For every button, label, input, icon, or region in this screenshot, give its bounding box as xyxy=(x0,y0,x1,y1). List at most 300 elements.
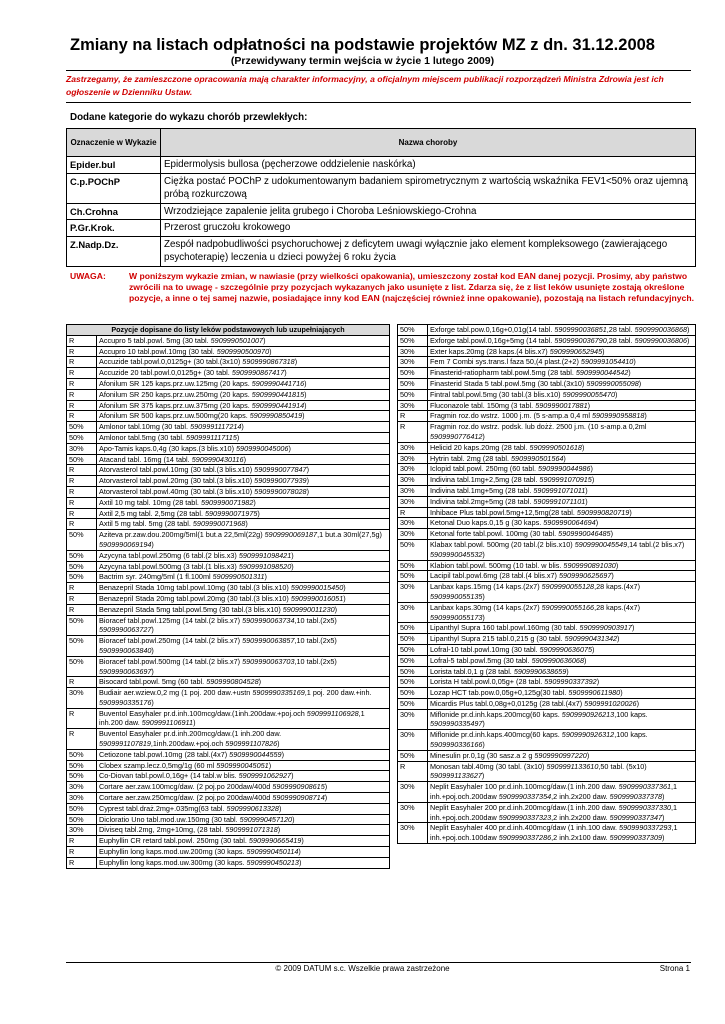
drug-ean-code: 5909990044986 xyxy=(538,464,591,474)
drug-status: 30% xyxy=(398,475,428,486)
drug-text: ,1 poj. 200 daw.+inh. xyxy=(304,688,372,698)
drug-ean-code: 5909990337361 xyxy=(618,782,672,792)
drug-text: Miflonide pr.d.inh.kaps.400mcg(60 kaps. xyxy=(430,730,562,740)
drug-text: Fragmin roz.do wstrz. 1000 j.m. (5 s-amp.a 0,4 ml xyxy=(430,411,592,421)
drug-description xyxy=(97,335,390,346)
drug-description xyxy=(428,623,696,634)
drug-description xyxy=(97,677,390,688)
drug-ean-code: 5909990903917 xyxy=(579,623,632,633)
drug-text: Iclopid tabl.powl. 250mg (60 tabl. xyxy=(430,464,539,474)
drug-text: ) xyxy=(284,368,287,378)
drug-text: ,1 inh.+poj.och.200daw xyxy=(430,802,678,822)
drug-status: 50% xyxy=(398,560,428,571)
drug-status: 50% xyxy=(67,771,97,782)
drug-status: 50% xyxy=(398,389,428,400)
drug-text: Lacipil tabl.powl.6mg (28 tabl.(4 blis.x7) xyxy=(430,571,559,581)
drug-row xyxy=(67,847,390,858)
drug-text: ) xyxy=(687,325,690,334)
drug-description xyxy=(428,368,696,379)
drug-ean-code: 5909991098520 xyxy=(238,561,292,571)
drug-text: Ketonal Duo kaps.0,15 g (30 kaps. xyxy=(430,518,544,528)
drug-status: R xyxy=(67,847,97,858)
drug-text: Diviseq tabl.2mg, 2mg+10mg, (28 tabl. xyxy=(99,825,226,835)
drug-description xyxy=(97,465,390,476)
drug-text: ) xyxy=(585,485,588,495)
drug-description xyxy=(97,530,390,551)
drug-status: 50% xyxy=(67,760,97,771)
drug-text: Inhibace Plus tabl.powl.5mg+12,5mg(28 tabl. xyxy=(430,507,577,517)
drug-description xyxy=(428,378,696,389)
drug-status: R xyxy=(67,378,97,389)
drug-status: R xyxy=(67,400,97,411)
drug-status: 50% xyxy=(67,636,97,657)
drug-text: Klabax tabl.powl. 500mg (20 tabl.(2 blis.x10) xyxy=(430,539,575,549)
drug-row xyxy=(67,476,390,487)
drug-row xyxy=(67,636,390,657)
drug-row xyxy=(398,389,696,400)
drug-row xyxy=(67,688,390,709)
drug-description xyxy=(97,793,390,804)
drug-text: ) xyxy=(482,719,485,729)
drug-text: ) xyxy=(291,550,294,560)
drug-text: ,28 kaps.(4x7) xyxy=(594,582,641,592)
drug-text: Atacand tabl. 16mg (14 tabl. xyxy=(99,454,192,464)
drug-description xyxy=(97,857,390,868)
drug-status: 50% xyxy=(398,698,428,709)
drug-status: 30% xyxy=(398,529,428,540)
drug-text: Helicid 20 kaps.20mg (28 tabl. xyxy=(430,442,530,452)
drug-status: 30% xyxy=(398,464,428,475)
drug-description xyxy=(428,677,696,688)
drug-ean-code: 5909990071968 xyxy=(192,519,246,529)
drug-status: 50% xyxy=(398,571,428,582)
drug-text: Lozap HCT tab.pow.0,05g+0,125g(30 tabl. xyxy=(430,688,569,698)
drug-status: 50% xyxy=(67,550,97,561)
drug-ean-code: 5909991117214 xyxy=(190,422,242,432)
drug-ean-code: 5909990611980 xyxy=(568,688,621,698)
drug-text: Bactrim syr. 240mg/5ml (1 fl.100ml xyxy=(99,572,213,582)
drug-description xyxy=(97,814,390,825)
drug-ean-code: 5909990337293 xyxy=(619,823,672,833)
drug-text: Benazepril Stada 10mg tabl.powl.10mg (30 tabl.(3 blis.x10) xyxy=(99,583,291,593)
drug-text: Cortare aer.zaw.100mcg/daw. (2 poj.po 200daw/400d xyxy=(99,782,273,792)
drug-description xyxy=(428,485,696,496)
drug-status: 50% xyxy=(398,634,428,645)
drug-description xyxy=(97,497,390,508)
drug-text: ,1 inh.200 daw. xyxy=(99,708,365,728)
drug-text: ) xyxy=(334,604,338,614)
drug-text: Lorista H tabl.powl.0,05g+ (28 tabl. xyxy=(430,677,545,687)
disease-row xyxy=(67,203,696,220)
drug-text: Bioracef tabl.powl.250mg (14 tabl.(2 blis.x7) xyxy=(99,636,243,646)
drug-description xyxy=(428,644,696,655)
drug-row xyxy=(398,655,696,666)
drug-row xyxy=(67,335,390,346)
drug-text: Klabion tabl.powl. 500mg (10 tabl. w blis. xyxy=(430,560,564,570)
drug-description xyxy=(97,378,390,389)
drug-text: Cyprest tabl.draż.2mg+.035mg(63 tabl. xyxy=(99,803,227,813)
drug-row xyxy=(398,475,696,486)
drug-text: Fintral tabl.powl.5mg (30 tabl.(3 blis.x10) xyxy=(430,389,563,399)
drug-ean-code: 5909990501311 xyxy=(212,572,265,582)
drug-status: 30% xyxy=(398,709,428,730)
footer-divider xyxy=(66,962,691,963)
disease-name: Zespół nadpobudliwości psychoruchowej z deficytem uwagi wyłącznie jako element kompleksowego (zawierającego psychoterapię) leczenia u dzieci powyżej 6 roku życia xyxy=(161,236,696,266)
drug-row xyxy=(398,582,696,603)
drug-status: 30% xyxy=(67,782,97,793)
drug-row xyxy=(398,688,696,699)
drug-text: ,28 tabl. xyxy=(606,325,635,334)
drug-status: 30% xyxy=(398,453,428,464)
drug-ean-code: 5909990063857 xyxy=(242,636,295,646)
drug-row xyxy=(67,465,390,476)
drug-text: Neplit Easyhaler 100 pr.d.inh.100mcg/daw.(1 inh.200 daw. xyxy=(430,782,619,792)
drug-status: 50% xyxy=(398,655,428,666)
drug-row xyxy=(67,836,390,847)
drug-status: R xyxy=(67,708,97,729)
disease-name: Ciężka postać POChP z udokumentowanym badaniem spirometrycznym z wartością wskaźnika FEV1<50% oraz ujemną próbą rozkurczową xyxy=(161,173,696,203)
drug-text: ) xyxy=(306,486,309,496)
drug-text: ) xyxy=(590,464,593,474)
drug-row xyxy=(67,411,390,422)
drug-row xyxy=(398,464,696,475)
drug-text: ) xyxy=(631,623,635,633)
drug-text: ) xyxy=(324,782,328,792)
drug-text: ,100 kaps. xyxy=(614,709,648,719)
drug-text: ) xyxy=(629,507,632,517)
drug-row xyxy=(398,644,696,655)
drug-status: 30% xyxy=(67,443,97,454)
drug-text: ) xyxy=(253,497,256,507)
drug-text: Euphyllin long kaps.mod.uw.200mg (30 kaps. xyxy=(99,847,247,857)
drug-text: Accuzide 20 tabl.powl.0,0125g+ (30 tabl. xyxy=(99,368,232,378)
drug-ean-code: 5909990501007 xyxy=(210,335,264,345)
drug-text: ) xyxy=(482,740,485,750)
drug-status: 30% xyxy=(398,518,428,529)
drug-ean-code: 5909990804528 xyxy=(206,677,259,687)
drug-row xyxy=(67,749,390,760)
drug-text: ) xyxy=(264,572,267,582)
drug-text: ) xyxy=(592,644,595,654)
drug-text: ) xyxy=(292,814,295,824)
drug-ean-code: 5909990457120 xyxy=(239,814,293,824)
drug-description xyxy=(97,400,390,411)
drug-status: 50% xyxy=(398,750,428,761)
drug-ean-code: 5909990071975 xyxy=(204,508,258,518)
drug-text: ) xyxy=(277,825,281,835)
drug-ean-code: 5909990044542 xyxy=(575,368,629,378)
drug-text: ) xyxy=(585,496,588,506)
drug-row xyxy=(398,782,696,803)
drug-status: R xyxy=(67,677,97,688)
drug-status: R xyxy=(67,357,97,368)
drug-text: ) xyxy=(596,677,600,687)
drug-ean-code: 5909990077939 xyxy=(254,476,307,486)
drug-row xyxy=(67,454,390,465)
drug-ean-code: 5909990926312 xyxy=(561,730,615,740)
diseases-heading: Dodane kategorie do wykazu chorób przewlekłych: xyxy=(70,112,308,123)
drug-row xyxy=(398,823,696,844)
drug-row xyxy=(398,507,696,518)
drug-row xyxy=(398,730,696,751)
drug-text: Miflonide pr.d.inh.kaps.200mcg(60 kaps. xyxy=(430,709,562,719)
drug-text: ) xyxy=(482,549,485,559)
drug-ean-code: 5909991117115 xyxy=(186,432,237,442)
drug-text: ) xyxy=(662,833,665,843)
footer-copyright: © 2009 DATUM s.c. Wszelkie prawa zastrzeżone xyxy=(275,964,450,973)
drug-text: Micardis Plus tabl.0,08g+0,0125g (28 tabl.(4x7) xyxy=(430,698,585,708)
drug-ean-code: 5909990055098 xyxy=(586,378,639,388)
drug-description xyxy=(428,782,696,803)
drug-ean-code: 5909990055128 xyxy=(541,582,595,592)
drug-ean-code: 5909990500970 xyxy=(216,346,270,356)
drug-ean-code: 5909990045006 xyxy=(236,443,289,453)
drug-description xyxy=(428,802,696,823)
drug-description xyxy=(97,572,390,583)
drug-status: 50% xyxy=(398,378,428,389)
drug-ean-code: 5909990069187 xyxy=(264,530,318,540)
drug-row xyxy=(398,411,696,422)
drug-ean-code: 5909990337378 xyxy=(609,792,663,802)
drug-status: 30% xyxy=(67,793,97,804)
drug-row xyxy=(67,857,390,868)
added-drugs-table-right xyxy=(397,324,696,844)
drug-text: ) xyxy=(620,688,623,698)
drug-description xyxy=(97,454,390,465)
drug-text: Minesulin pr.0,1g (30 sasz.a 2 g xyxy=(430,750,535,760)
drug-description xyxy=(428,453,696,464)
drug-text: ) xyxy=(662,812,665,822)
drug-text: ) xyxy=(304,378,307,388)
drug-text: ,2 inh.2x200 daw. xyxy=(551,792,610,802)
drug-ean-code: 5909991107819 xyxy=(99,739,151,749)
drug-text: ) xyxy=(241,422,244,432)
drug-row xyxy=(398,750,696,761)
drug-description xyxy=(428,539,696,560)
drug-text: ) xyxy=(610,529,614,539)
drug-text: ) xyxy=(482,612,485,622)
drug-status: 50% xyxy=(67,454,97,465)
drug-status: R xyxy=(67,729,97,750)
drug-ean-code: 5909990015450 xyxy=(290,583,344,593)
drug-status: R xyxy=(398,422,428,443)
drug-description xyxy=(97,708,390,729)
drug-ean-code: 5909990046485 xyxy=(558,529,611,539)
drug-description xyxy=(97,749,390,760)
drug-text: Exter kaps.20mg (28 kaps.(4 blis.x7) xyxy=(430,346,550,356)
drug-description xyxy=(97,825,390,836)
drug-text: ) xyxy=(343,583,346,593)
drug-ean-code: 5909990441815 xyxy=(251,389,305,399)
drug-ean-code: 5909990063703 xyxy=(242,656,295,666)
drug-text: ) xyxy=(301,836,304,846)
drug-text: Cortare aer.zaw.250mcg/daw. (2 poj.po 200daw/400d xyxy=(99,793,273,803)
drug-ean-code: 5909991133627 xyxy=(430,771,482,781)
drug-text: Bioracef tabl.powl.500mg (14 tabl.(2 blis.x7) xyxy=(99,656,243,666)
drug-text: Azycyna tabl.powl.500mg (3 tabl.(1 blis.x3) xyxy=(99,561,239,571)
drug-row xyxy=(398,529,696,540)
drug-ean-code: 5909990045051 xyxy=(216,760,269,770)
drug-description xyxy=(428,357,696,368)
drug-text: Atorvasterol tabl.powl.10mg (30 tabl.(3 blis.x10) xyxy=(99,465,255,475)
drug-row xyxy=(398,485,696,496)
drug-text: ,50 tabl. (5x10) xyxy=(598,761,647,771)
drug-ean-code: 5909991071011 xyxy=(533,485,586,495)
diseases-col-code: Oznaczenie w Wykazie xyxy=(67,129,161,157)
drug-description xyxy=(97,583,390,594)
drug-text: ) xyxy=(151,625,154,635)
drug-text: ) xyxy=(662,792,665,802)
drug-status: 50% xyxy=(67,422,97,433)
drug-description xyxy=(97,760,390,771)
drug-status: 50% xyxy=(67,615,97,636)
drug-description xyxy=(428,709,696,730)
drug-text: Euphyllin CR retard tabl.powl. 250mg (30 tabl. xyxy=(99,836,249,846)
drug-status: 50% xyxy=(67,803,97,814)
drug-ean-code: 5909990064694 xyxy=(543,518,596,528)
drug-status: 50% xyxy=(67,749,97,760)
drug-status: R xyxy=(67,368,97,379)
drug-row xyxy=(398,623,696,634)
added-drugs-header: Pozycje dopisane do listy leków podstawowych lub uzupełniających xyxy=(67,325,390,336)
drug-text: ) xyxy=(288,443,291,453)
drug-row xyxy=(398,602,696,623)
drug-ean-code: 5909990501618 xyxy=(529,442,582,452)
drug-text: ,10 tabl.(2x5) xyxy=(294,615,337,625)
drug-status: 50% xyxy=(67,561,97,572)
drug-ean-code: 5909990055166 xyxy=(541,602,595,612)
drug-text: ) xyxy=(193,718,196,728)
drug-ean-code: 5909990335176 xyxy=(99,697,152,707)
drug-description xyxy=(428,560,696,571)
drug-row xyxy=(67,604,390,615)
drug-row xyxy=(67,432,390,443)
disease-code: Z.Nadp.Dz. xyxy=(67,236,161,266)
drug-row xyxy=(398,560,696,571)
drug-status: R xyxy=(67,519,97,530)
drug-text: Amlonor tabl.5mg (30 tabl. xyxy=(99,432,187,442)
drug-row xyxy=(67,378,390,389)
drug-ean-code: 5909990045549 xyxy=(574,539,628,549)
drug-text: Neplit Easyhaler 200 pr.d.inh.200mcg/daw.(1 inh.200 daw. xyxy=(430,802,619,812)
drug-text: ) xyxy=(291,561,294,571)
disease-name: Wrzodziejące zapalenie jelita grubego i Choroba Leśniowskiego-Crohna xyxy=(161,203,696,220)
header-divider xyxy=(66,70,691,71)
drug-status: 30% xyxy=(398,346,428,357)
drug-status: 30% xyxy=(398,496,428,507)
drug-text: ) xyxy=(595,518,599,528)
drug-ean-code: 5909991106911 xyxy=(141,718,194,728)
drug-ean-code: 5909990776412 xyxy=(430,431,483,441)
drug-text: ,1inh.200daw.+poj.och xyxy=(150,739,226,749)
drug-row xyxy=(67,729,390,750)
drug-ean-code: 5909990908615 xyxy=(272,782,325,792)
drug-description xyxy=(97,411,390,422)
disclaimer-divider xyxy=(66,102,691,103)
drug-description xyxy=(97,357,390,368)
drug-ean-code: 5909990337354 xyxy=(498,792,552,802)
drug-text: ) xyxy=(302,411,305,421)
drug-status: 30% xyxy=(398,485,428,496)
drug-text: ) xyxy=(633,357,636,367)
drug-status: R xyxy=(67,497,97,508)
drug-text: ) xyxy=(263,335,266,345)
drug-text: ) xyxy=(304,389,307,399)
drug-text: ,2 inh.2x200 daw. xyxy=(551,812,610,822)
drug-status: 30% xyxy=(398,357,428,368)
drug-description xyxy=(428,750,696,761)
drug-text: Azycyna tabl.powl.250mg (6 tabl.(2 blis.x3) xyxy=(99,550,239,560)
drug-ean-code: 5909990011230 xyxy=(282,604,335,614)
drug-ean-code: 5909991133610 xyxy=(546,761,599,771)
drug-ean-code: 5909990665419 xyxy=(248,836,302,846)
disease-name: Przerost gruczołu krokowego xyxy=(161,220,696,237)
drug-text: ) xyxy=(611,571,614,581)
drug-text: Axtil 2,5 mg tabl. 2,5mg (28 tabl. xyxy=(99,508,205,518)
drug-description xyxy=(428,761,696,782)
drug-description xyxy=(428,529,696,540)
drug-text: Fragmin roz.do wstrz. podsk. lub dożż. 2500 j.m. (10 s-amp.a 0,2ml xyxy=(430,422,647,432)
drug-text: Ketonal forte tabl.powl. 100mg (30 tabl. xyxy=(430,529,559,539)
drug-text: Atorvasterol tabl.powl.40mg (30 tabl.(3 blis.x10) xyxy=(99,486,255,496)
drug-text: Bisocard tabl.powl. 5mg (60 tabl. xyxy=(99,677,207,687)
drug-ean-code: 5909990638659 xyxy=(513,666,567,676)
drug-text: Indivina tabl.1mg+5mg (28 tabl. xyxy=(430,485,534,495)
drug-ean-code: 5909990652945 xyxy=(549,346,603,356)
drug-text: Bioracef tabl.powl.125mg (14 tabl.(2 blis.x7) xyxy=(99,615,243,625)
drug-row xyxy=(67,486,390,497)
drug-ean-code: 5909990036868 xyxy=(634,325,688,334)
drug-text: Finasterid Stada 5 tabl.powl.5mg (30 tabl.(3x10) xyxy=(430,378,587,388)
drug-text: ,10 tabl.(2x5) xyxy=(294,636,337,646)
drug-text: ) xyxy=(566,666,569,676)
drug-status: R xyxy=(67,346,97,357)
drug-ean-code: 5909991071101 xyxy=(533,496,586,506)
drug-text: Axtil 10 mg tabl. 10mg (28 tabl. xyxy=(99,497,201,507)
drug-description xyxy=(428,518,696,529)
drug-text: Benazepril Stada 5mg tabl.powl.5mg (30 tabl.(3 blis.x10) xyxy=(99,604,283,614)
drug-text: Exforge tabl.pow.0,16g+0,01g(14 tabl. xyxy=(430,325,555,334)
drug-text: ) xyxy=(306,465,309,475)
drug-text: ) xyxy=(343,593,346,603)
drug-text: ) xyxy=(636,698,639,708)
drug-text: Amlonor tabl.10mg (30 tabl. xyxy=(99,422,191,432)
drug-row xyxy=(398,677,696,688)
drug-text: ) xyxy=(151,645,154,655)
drug-description xyxy=(97,368,390,379)
drug-row xyxy=(67,782,390,793)
drug-row xyxy=(67,519,390,530)
drug-text: ) xyxy=(151,539,154,549)
drug-text: ) xyxy=(615,389,618,399)
drug-text: Lanbax kaps.30mg (14 kaps.(2x7) xyxy=(430,602,542,612)
drug-row xyxy=(67,550,390,561)
drug-text: Aziteva pr.zaw.dou.200mg/5ml(1 but.a 22,5ml(22g) xyxy=(99,530,265,540)
drug-ean-code: 5909991107826 xyxy=(225,739,278,749)
drug-ean-code: 5909990336166 xyxy=(430,740,483,750)
drug-ean-code: 5909990055135 xyxy=(430,591,483,601)
drug-text: ,100 kaps. xyxy=(614,730,648,740)
drug-row xyxy=(398,518,696,529)
disease-name: Epidermolysis bullosa (pęcherzowe oddzielenie naskórka) xyxy=(161,157,696,174)
warning-text: W poniższym wykazie zmian, w nawiasie (przy wielkości opakowania), umieszczony został kod EAN danej pozycji. Prosimy, aby państwo zwrócili na to uwagę - szczególnie przy pozycjach wykazanych jako usunięte z list. Zdarza się, że z list leków usunięte zostają określone pozycje, a inne o tej samej nazwie, posiadające inny kod EAN (najczęściej również inne opakowanie), pozostają na listach refundacyjnych. xyxy=(129,271,694,303)
drug-text: Lofral-10 tabl.powl.10mg (30 tabl. xyxy=(430,644,540,654)
drug-description xyxy=(428,411,696,422)
diseases-col-name: Nazwa choroby xyxy=(161,129,696,157)
drug-ean-code: 5909990820719 xyxy=(576,507,630,517)
drug-ean-code: 5909990850419 xyxy=(249,411,303,421)
drug-row xyxy=(398,571,696,582)
